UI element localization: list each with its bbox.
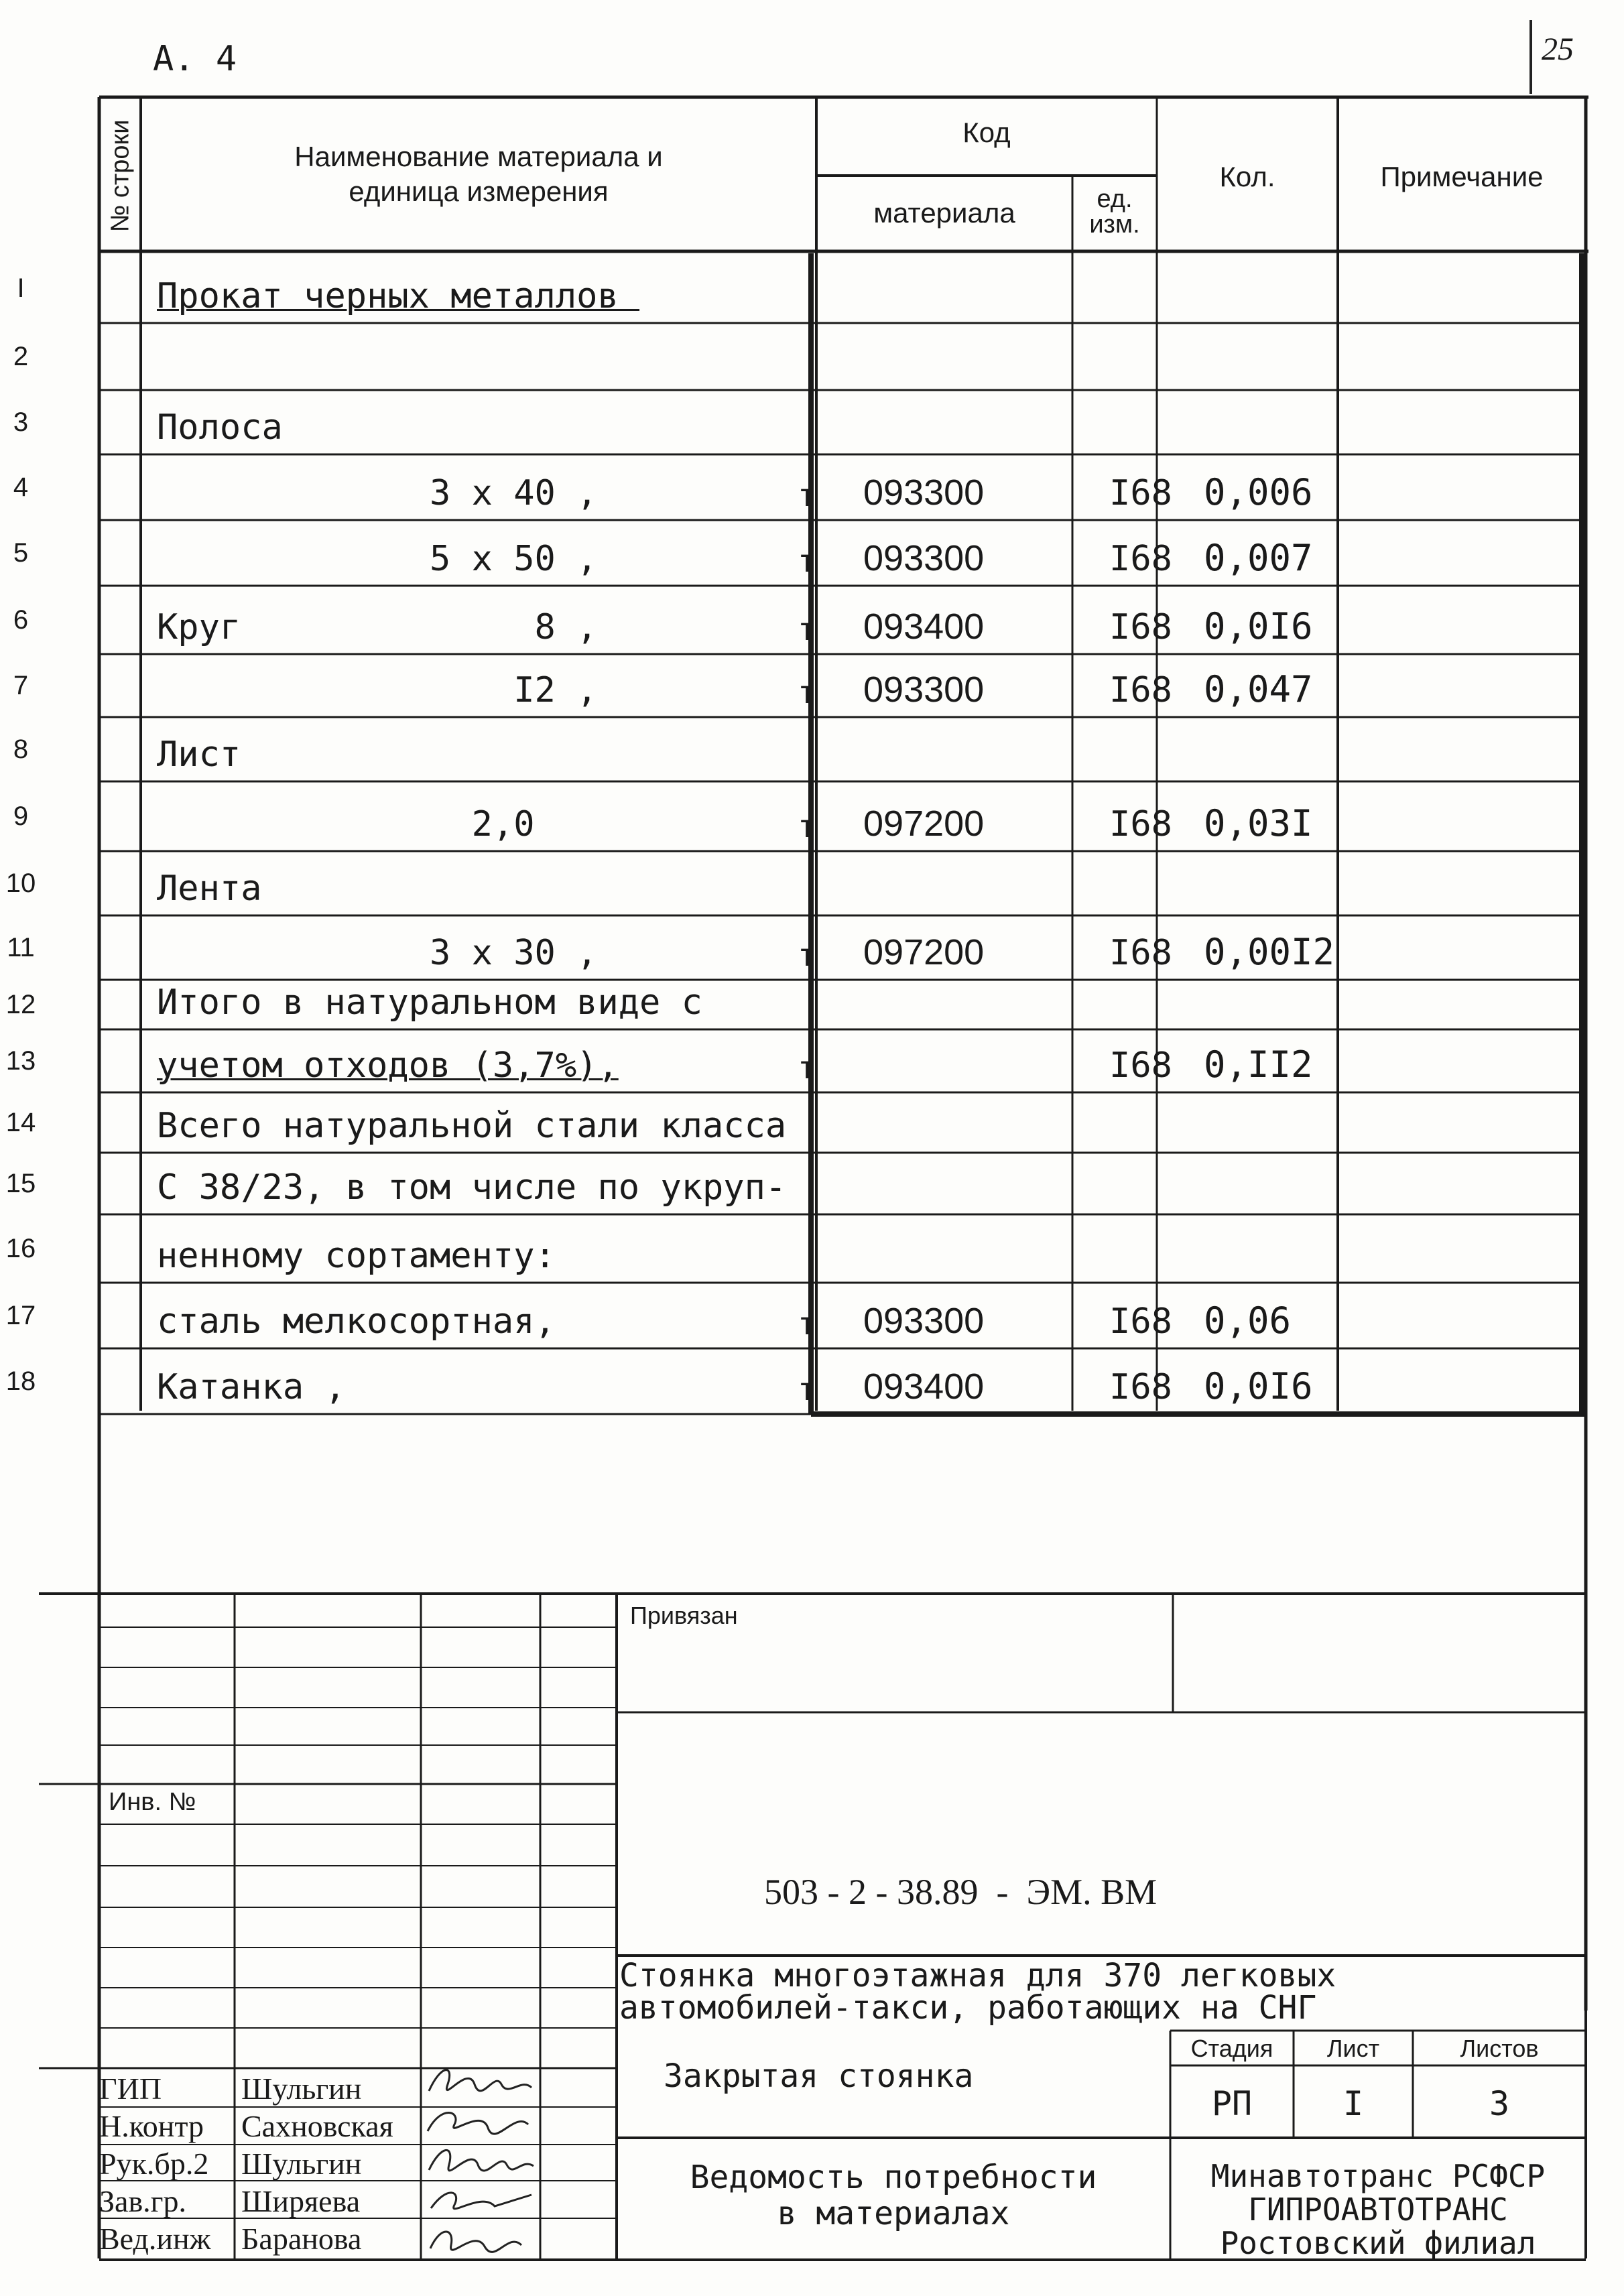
note-cell <box>1350 1153 1584 1214</box>
note-cell <box>1350 323 1584 390</box>
row-number-cell: 3 <box>13 407 29 437</box>
material-name-cell: Лента <box>157 869 262 909</box>
note-cell <box>1350 1092 1584 1153</box>
quantity-cell <box>1184 390 1350 454</box>
material-code-cell <box>843 1092 1098 1153</box>
unit-code-cell: I68 <box>1109 473 1172 513</box>
unit-code-cell <box>1098 1092 1184 1153</box>
sheets-value: 3 <box>1489 2084 1510 2123</box>
note-cell <box>1350 1348 1584 1414</box>
unit-code-cell <box>1098 323 1184 390</box>
quantity-cell: 0,03I <box>1204 802 1313 844</box>
row-number-cell: 18 <box>5 1366 36 1396</box>
quantity-cell <box>1184 851 1350 915</box>
unit-code-cell: I68 <box>1109 1301 1172 1342</box>
quantity-cell: 0,06 <box>1204 1299 1292 1342</box>
quantity-cell <box>1184 717 1350 781</box>
note-cell <box>1350 1283 1584 1348</box>
material-name-cell: Прокат черных металлов <box>157 276 640 316</box>
page-number: 25 <box>1542 31 1574 67</box>
table-row <box>13 781 1587 851</box>
signer-name: Шульгин <box>241 2147 362 2181</box>
unit-cell: т <box>798 1049 816 1086</box>
note-cell <box>1350 980 1584 1029</box>
material-name-cell: Катанка , <box>157 1367 346 1407</box>
note-cell <box>1350 851 1584 915</box>
table-row <box>17 253 1587 323</box>
table-row <box>13 454 1587 520</box>
material-code-cell: 093300 <box>863 1301 985 1341</box>
unit-cell: т <box>798 1371 816 1407</box>
material-name-cell: С 38/23, в том числе по укруп- <box>157 1167 787 1208</box>
header-code: Код <box>962 117 1011 148</box>
signature-scribble <box>430 2232 521 2252</box>
unit-cell: т <box>798 674 816 710</box>
stage-label: Стадия <box>1190 2035 1273 2062</box>
material-code-cell: 093300 <box>863 472 985 513</box>
stage-value: РП <box>1211 2084 1253 2123</box>
table-row <box>13 520 1587 586</box>
material-name-cell: I2 , <box>157 670 598 710</box>
row-number-cell: 11 <box>7 932 35 962</box>
quantity-cell <box>1184 980 1350 1029</box>
quantity-cell: 0,0I6 <box>1204 1365 1313 1407</box>
material-name-cell <box>157 323 834 390</box>
material-code-cell: 097200 <box>863 932 985 972</box>
material-code-cell: 093300 <box>863 669 985 710</box>
quantity-cell: 0,007 <box>1204 537 1313 579</box>
signer-role: Вед.инж <box>99 2222 211 2256</box>
header-code-unit: ед. изм. <box>1089 185 1140 239</box>
material-code-cell: 093300 <box>863 538 985 578</box>
unit-code-cell: I68 <box>1109 607 1172 647</box>
document-code: 503 - 2 - 38.89 - ЭМ. ВМ <box>764 1872 1158 1912</box>
signature-scribble <box>431 2193 532 2209</box>
table-row <box>5 980 1587 1029</box>
sheet-value: I <box>1342 2084 1364 2123</box>
unit-code-cell: I68 <box>1109 933 1172 973</box>
table-row <box>13 654 1587 717</box>
quantity-cell <box>1184 1214 1350 1283</box>
material-name-cell: учетом отходов (3,7%), <box>157 1045 619 1086</box>
sheet-title: Ведомость потребности в материалах <box>690 2159 1097 2232</box>
quantity-cell <box>1184 253 1350 323</box>
table-row <box>5 1214 1587 1283</box>
header-qty: Кол. <box>1219 161 1275 192</box>
note-cell <box>1350 390 1584 454</box>
material-name-cell: сталь мелкосортная, <box>157 1301 556 1342</box>
unit-cell: т <box>798 543 816 579</box>
material-name-cell: ненному сортаменту: <box>157 1236 556 1276</box>
material-name-cell: Всего натуральной стали класса <box>157 1106 787 1146</box>
quantity-cell <box>1184 323 1350 390</box>
material-code-cell <box>843 323 1098 390</box>
quantity-cell: 0,00I2 <box>1204 931 1335 973</box>
table-row <box>5 851 1587 915</box>
material-code-cell: 093400 <box>863 1366 985 1407</box>
material-name-cell: 3 х 40 , <box>157 473 598 513</box>
material-name-cell: 2,0 <box>157 804 535 844</box>
material-code-cell: 093400 <box>863 607 985 647</box>
quantity-cell: 0,II2 <box>1204 1043 1313 1086</box>
unit-code-cell: I68 <box>1109 1045 1172 1086</box>
quantity-cell <box>1184 1092 1350 1153</box>
note-cell <box>1350 454 1584 520</box>
material-code-cell <box>843 717 1098 781</box>
signer-name: Баранова <box>241 2222 362 2256</box>
row-number-cell: 17 <box>5 1300 36 1330</box>
sheet-label: Лист <box>1326 2035 1380 2062</box>
unit-cell: т <box>798 937 816 973</box>
material-code-cell: 097200 <box>863 804 985 844</box>
row-number-cell: 8 <box>13 734 29 764</box>
signature-scribble <box>429 2070 532 2091</box>
sheets-label: Листов <box>1460 2035 1539 2062</box>
row-number-cell: 12 <box>5 989 36 1019</box>
row-number-cell: 2 <box>13 341 29 371</box>
appendix-label: А. 4 <box>153 39 237 79</box>
table-row <box>13 390 1587 454</box>
unit-cell: т <box>798 808 816 844</box>
note-cell <box>1350 915 1584 980</box>
signer-role: Зав.гр. <box>99 2184 187 2218</box>
material-name-cell: Лист <box>157 735 241 775</box>
row-number-cell: 15 <box>5 1168 36 1198</box>
signature-scribble <box>428 2113 528 2134</box>
material-name-cell: 3 х 30 , <box>157 933 598 973</box>
unit-code-cell <box>1098 851 1184 915</box>
material-code-cell <box>843 851 1098 915</box>
material-code-cell <box>843 253 1098 323</box>
material-code-cell <box>843 1029 1098 1092</box>
table-row <box>5 1283 1587 1348</box>
unit-code-cell <box>1098 1214 1184 1283</box>
note-cell <box>1350 520 1584 586</box>
project-title: Стоянка многоэтажная для 370 легковых автомобилей-такси, работающих на СНГ <box>619 1957 1336 2027</box>
unit-code-cell <box>1098 717 1184 781</box>
table-row <box>13 323 1587 390</box>
quantity-cell <box>1184 1153 1350 1214</box>
row-number-cell: 7 <box>13 670 29 700</box>
row-number-cell: 9 <box>13 801 29 831</box>
unit-cell: т <box>798 611 816 647</box>
quantity-cell: 0,0I6 <box>1204 605 1313 647</box>
unit-cell: т <box>798 477 816 513</box>
unit-code-cell: I68 <box>1109 1367 1172 1407</box>
note-cell <box>1350 1029 1584 1092</box>
table-row <box>13 586 1587 654</box>
signer-name: Ширяева <box>241 2184 361 2218</box>
row-number-cell: 6 <box>13 604 29 635</box>
row-number-cell: 14 <box>5 1107 36 1137</box>
table-row <box>5 1092 1587 1153</box>
signer-role: Рук.бр.2 <box>99 2147 209 2181</box>
signature-scribble <box>429 2150 534 2171</box>
note-cell <box>1350 654 1584 717</box>
header-row-no: № строки <box>106 119 135 233</box>
signer-role: ГИП <box>99 2071 162 2106</box>
material-name-cell: Итого в натуральном виде с <box>157 982 702 1023</box>
material-name-cell: Круг 8 , <box>157 607 598 647</box>
unit-code-cell <box>1098 980 1184 1029</box>
unit-code-cell <box>1098 390 1184 454</box>
material-name-cell: Полоса <box>157 407 283 448</box>
organization: Минавтотранс РСФСР ГИПРОАВТОТРАНС Ростовский филиал <box>1210 2158 1546 2261</box>
inv-no-label: Инв. № <box>109 1788 196 1816</box>
table-row <box>5 1029 1587 1092</box>
note-cell <box>1350 1214 1584 1283</box>
header-code-material: материала <box>873 197 1015 229</box>
quantity-cell: 0,006 <box>1204 471 1313 513</box>
note-cell <box>1350 253 1584 323</box>
unit-cell: т <box>798 1305 816 1342</box>
material-code-cell <box>843 1214 1098 1283</box>
material-name-cell: 5 х 50 , <box>157 539 598 579</box>
unit-code-cell <box>1098 253 1184 323</box>
unit-code-cell: I68 <box>1109 670 1172 710</box>
row-number-cell: 4 <box>13 472 29 502</box>
row-number-cell: 13 <box>5 1045 36 1076</box>
table-row <box>5 1348 1587 1414</box>
table-row <box>13 717 1587 781</box>
row-number-cell: I <box>17 273 25 303</box>
section-title: Закрытая стоянка <box>664 2057 974 2095</box>
header-name: Наименование материала и единица измерения <box>294 141 663 207</box>
material-code-cell <box>843 390 1098 454</box>
unit-code-cell: I68 <box>1109 539 1172 579</box>
header-note: Примечание <box>1380 161 1544 192</box>
note-cell <box>1350 717 1584 781</box>
quantity-cell: 0,047 <box>1204 668 1313 710</box>
signer-role: Н.контр <box>99 2109 204 2143</box>
unit-code-cell: I68 <box>1109 804 1172 844</box>
table-row <box>5 1153 1587 1214</box>
unit-code-cell <box>1098 1153 1184 1214</box>
signatures <box>421 2057 540 2258</box>
material-code-cell <box>843 980 1098 1029</box>
privyazan-label: Привязан <box>630 1602 738 1629</box>
row-number-cell: 10 <box>5 868 36 898</box>
note-cell <box>1350 781 1584 851</box>
signer-name: Шульгин <box>241 2071 362 2106</box>
table-row <box>7 915 1587 980</box>
signer-name: Сахновская <box>241 2109 393 2143</box>
row-number-cell: 16 <box>5 1233 36 1263</box>
note-cell <box>1350 586 1584 654</box>
row-number-cell: 5 <box>13 537 29 568</box>
material-code-cell <box>843 1153 1098 1214</box>
